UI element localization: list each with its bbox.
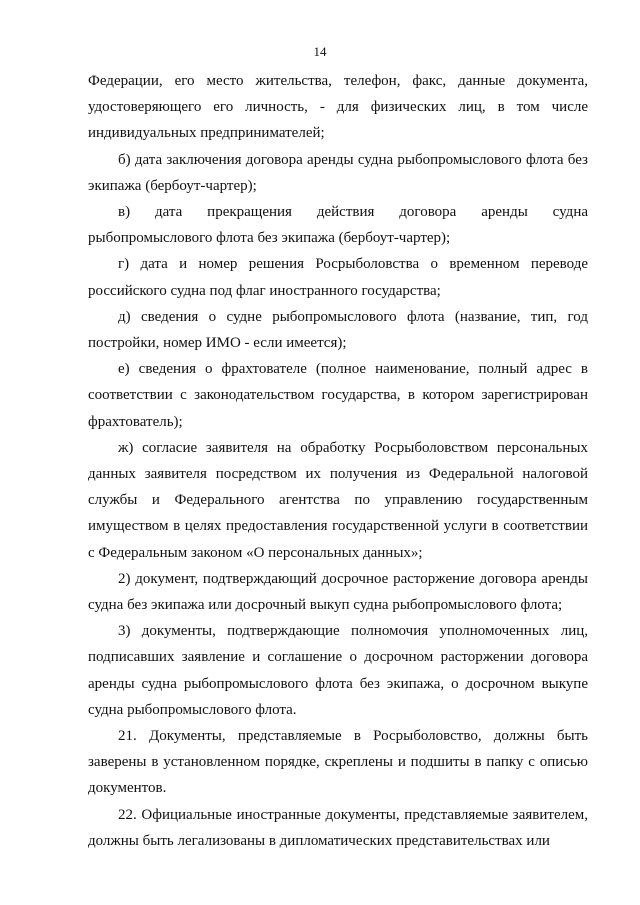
paragraph-item-3: 3) документы, подтверждающие полномочия уполномоченных лиц, подписавших заявление и соглашение о досрочном расторжении договора аренды судна рыбопромыслового флота без экипажа, о досрочном выкупе судна рыбопромыслового флота.: [88, 623, 588, 718]
paragraph-item-g: г) дата и номер решения Росрыболовства о временном переводе российского судна под флаг иностранного государства;: [88, 256, 588, 299]
paragraph-clause-21: 21. Документы, представляемые в Росрыболовство, должны быть заверены в установленном порядке, скреплены и подшиты в папку с описью документов.: [88, 728, 588, 797]
paragraph-item-zh: ж) согласие заявителя на обработку Росрыболовством персональных данных заявителя посредством их получения из Федеральной налоговой службы и Федерального агентства по управлению государственным имуществом в целях предоставления государственной услуги в соответствии с Федеральным законом «О персональных данных»;: [88, 439, 588, 561]
paragraph-item-e: е) сведения о фрахтователе (полное наименование, полный адрес в соответствии с законодательством государства, в котором зарегистрирован фрахтователь);: [88, 361, 588, 430]
document-body: [88, 68, 588, 854]
paragraph-item-v: в) дата прекращения действия договора аренды судна рыбопромыслового флота без экипажа (бербоут-чартер);: [88, 204, 588, 247]
paragraph-clause-22: 22. Официальные иностранные документы, представляемые заявителем, должны быть легализованы в дипломатических представительствах или: [88, 806, 588, 849]
paragraph-continuation: Федерации, его место жительства, телефон, факс, данные документа, удостоверяющего его личность, - для физических лиц, в том числе индивидуальных предпринимателей;: [88, 73, 588, 142]
paragraph-item-d: д) сведения о судне рыбопромыслового флота (название, тип, год постройки, номер ИМО - если имеется);: [88, 308, 588, 352]
page-number: 14: [313, 44, 327, 59]
paragraph-item-2: 2) документ, подтверждающий досрочное расторжение договора аренды судна без экипажа или досрочный выкуп судна рыбопромыслового флота;: [88, 570, 588, 614]
paragraph-item-b: б) дата заключения договора аренды судна рыбопромыслового флота без экипажа (бербоут-чартер);: [88, 151, 588, 194]
